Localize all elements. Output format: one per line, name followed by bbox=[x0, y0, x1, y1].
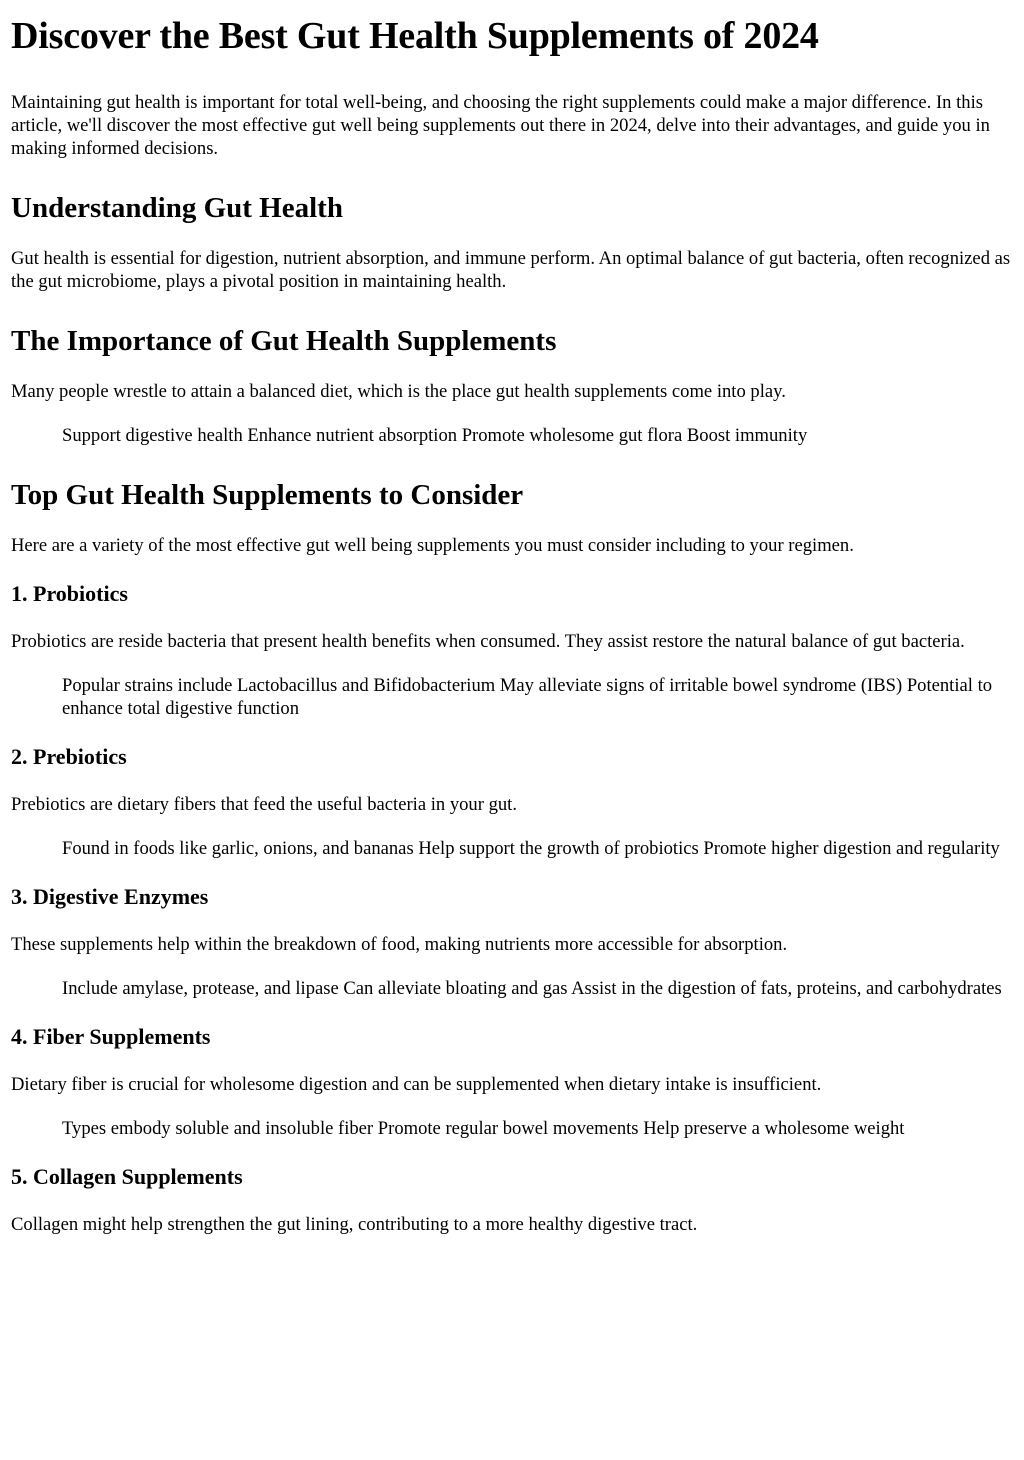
list-item: Potential to enhance total digestive function bbox=[62, 675, 993, 719]
list-item: Assist in the digestion of fats, proteins, and carbohydrates bbox=[571, 978, 1002, 999]
page-title: Discover the Best Gut Health Supplements of 2024 bbox=[11, 15, 819, 57]
list-item: Help preserve a wholesome weight bbox=[643, 1118, 905, 1139]
understanding-heading: Understanding Gut Health bbox=[11, 192, 343, 224]
list-item: Help support the growth of probiotics bbox=[418, 838, 699, 859]
enzymes-list bbox=[62, 977, 1013, 1000]
prebiotics-paragraph: Prebiotics are dietary fibers that feed the useful bacteria in your gut. bbox=[11, 794, 517, 815]
fiber-heading: 4. Fiber Supplements bbox=[11, 1024, 211, 1049]
prebiotics-list bbox=[62, 837, 1013, 860]
list-item: Support digestive health bbox=[62, 425, 243, 446]
importance-paragraph: Many people wrestle to attain a balanced diet, which is the place gut health supplements come into play. bbox=[11, 381, 786, 402]
list-item: Can alleviate bloating and gas bbox=[343, 978, 568, 999]
list-item: Found in foods like garlic, onions, and bananas bbox=[62, 838, 414, 859]
list-item: Enhance nutrient absorption bbox=[247, 425, 458, 446]
collagen-paragraph: Collagen might help strengthen the gut lining, contributing to a more healthy digestive tract. bbox=[11, 1214, 698, 1235]
probiotics-paragraph: Probiotics are reside bacteria that present health benefits when consumed. They assist restore the natural balance of gut bacteria. bbox=[11, 631, 965, 652]
list-item: Popular strains include Lactobacillus and Bifidobacterium bbox=[62, 675, 496, 696]
importance-list bbox=[62, 424, 1013, 447]
fiber-list bbox=[62, 1117, 1013, 1140]
top-heading: Top Gut Health Supplements to Consider bbox=[11, 479, 524, 511]
intro-paragraph: Maintaining gut health is important for total well-being, and choosing the right supplements could make a major difference. In this article, we'll discover the most effective gut well being supplements out there in 2024, delve into their advantages, and guide you in making informed decisions. bbox=[11, 92, 990, 159]
list-item: Promote wholesome gut flora bbox=[461, 425, 683, 446]
enzymes-paragraph: These supplements help within the breakdown of food, making nutrients more accessible for absorption. bbox=[11, 934, 788, 955]
list-item: Promote regular bowel movements bbox=[377, 1118, 639, 1139]
top-paragraph: Here are a variety of the most effective gut well being supplements you must consider including to your regimen. bbox=[11, 535, 854, 556]
prebiotics-heading: 2. Prebiotics bbox=[11, 744, 127, 769]
collagen-heading: 5. Collagen Supplements bbox=[11, 1164, 243, 1189]
enzymes-heading: 3. Digestive Enzymes bbox=[11, 884, 209, 909]
probiotics-list bbox=[62, 674, 1013, 720]
probiotics-heading: 1. Probiotics bbox=[11, 581, 128, 606]
list-item: Promote higher digestion and regularity bbox=[703, 838, 1000, 859]
understanding-paragraph: Gut health is essential for digestion, nutrient absorption, and immune perform. An optimal balance of gut bacteria, often recognized as the gut microbiome, plays a pivotal position in maintaining health. bbox=[11, 248, 1011, 292]
importance-heading: The Importance of Gut Health Supplements bbox=[11, 325, 557, 357]
list-item: Boost immunity bbox=[686, 425, 808, 446]
list-item: Include amylase, protease, and lipase bbox=[62, 978, 339, 999]
article bbox=[0, 14, 1024, 1236]
list-item: May alleviate signs of irritable bowel syndrome (IBS) bbox=[499, 675, 903, 696]
list-item: Types embody soluble and insoluble fiber bbox=[62, 1118, 374, 1139]
fiber-paragraph: Dietary fiber is crucial for wholesome digestion and can be supplemented when dietary intake is insufficient. bbox=[11, 1074, 822, 1095]
